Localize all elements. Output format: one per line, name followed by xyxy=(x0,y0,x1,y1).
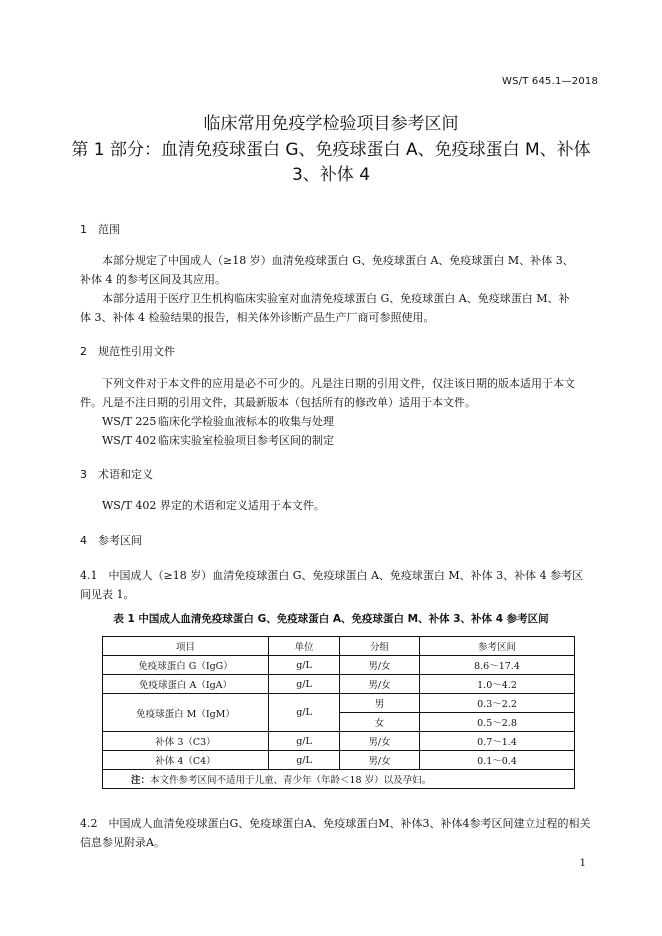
column-header: 项目 xyxy=(103,637,269,656)
clause-4-1-line-2: 间见表 1。 xyxy=(80,588,135,601)
column-header: 参考区间 xyxy=(420,637,575,656)
clause-4-2-line-2: 信息参见附录A。 xyxy=(80,836,165,849)
section-number: 3 xyxy=(80,468,87,481)
group-cell: 女 xyxy=(340,713,420,732)
section-title: 范围 xyxy=(98,223,120,236)
title-line-2: 第 1 部分：血清免疫球蛋白 G、免疫球蛋白 A、免疫球蛋白 M、补体 xyxy=(71,140,591,160)
note-text: 本文件参考区间不适用于儿童、青少年（年龄＜18 岁）以及孕妇。 xyxy=(150,775,432,786)
section-2-para-line-1: 下列文件对于本文件的应用是必不可少的。凡是注日期的引用文件，仅注该日期的版本适用于本文 xyxy=(102,377,575,390)
reference-code: WS/T 225 xyxy=(102,415,157,428)
unit-cell: g/L xyxy=(269,656,340,675)
item-cell: 免疫球蛋白 A（IgA） xyxy=(103,675,269,694)
section-3-para: WS/T 402 界定的术语和定义适用于本文件。 xyxy=(102,499,325,512)
table-row-igg xyxy=(103,656,575,675)
reference-title: 临床化学检验血液标本的收集与处理 xyxy=(158,415,334,428)
range-cell: 0.5～2.8 xyxy=(420,713,575,732)
unit-cell: g/L xyxy=(269,732,340,751)
column-header: 分组 xyxy=(340,637,420,656)
section-title: 参考区间 xyxy=(98,534,142,547)
title-line-3: 3、补体 4 xyxy=(291,165,371,185)
normative-reference xyxy=(102,431,334,450)
group-cell: 男/女 xyxy=(340,751,420,770)
item-cell: 免疫球蛋白 M（IgM） xyxy=(103,694,269,732)
unit-cell: g/L xyxy=(269,694,340,732)
range-cell: 0.3～2.2 xyxy=(420,694,575,713)
section-title: 术语和定义 xyxy=(98,468,153,481)
table-row-c4 xyxy=(103,751,575,770)
group-cell: 男/女 xyxy=(340,656,420,675)
unit-cell: g/L xyxy=(269,751,340,770)
table-row-iga xyxy=(103,675,575,694)
section-2-para-line-2: 件。凡是不注日期的引用文件，其最新版本（包括所有的修改单）适用于本文件。 xyxy=(80,396,476,409)
section-2-heading xyxy=(80,344,175,360)
table-header-row xyxy=(103,637,575,656)
table-note xyxy=(103,770,575,789)
section-1-heading xyxy=(80,222,120,238)
section-1-para-2-line-1: 本部分适用于医疗卫生机构临床实验室对血清免疫球蛋白 G、免疫球蛋白 A、免疫球蛋白 M、补 xyxy=(102,292,570,305)
group-cell: 男 xyxy=(340,694,420,713)
table-row-igm-male xyxy=(103,694,575,713)
section-3-heading xyxy=(80,467,153,483)
range-cell: 0.7～1.4 xyxy=(420,732,575,751)
note-label: 注： xyxy=(131,775,151,786)
group-cell: 男/女 xyxy=(340,732,420,751)
column-header: 单位 xyxy=(269,637,340,656)
section-1-para-1-line-1: 本部分规定了中国成人（≥18 岁）血清免疫球蛋白 G、免疫球蛋白 A、免疫球蛋白 M、补体 3、 xyxy=(102,254,574,267)
range-cell: 8.6～17.4 xyxy=(420,656,575,675)
normative-reference xyxy=(102,412,334,431)
page-number: 1 xyxy=(579,858,586,869)
reference-title: 临床实验室检验项目参考区间的制定 xyxy=(158,434,334,447)
section-number: 2 xyxy=(80,345,87,358)
item-cell: 补体 3（C3） xyxy=(103,732,269,751)
clause-4-1-line-1: 4.1 中国成人（≥18 岁）血清免疫球蛋白 G、免疫球蛋白 A、免疫球蛋白 M、补体 3、补体 4 参考区 xyxy=(80,569,584,582)
section-number: 1 xyxy=(80,223,87,236)
section-4-heading xyxy=(80,533,142,549)
table-row-c3 xyxy=(103,732,575,751)
section-title: 规范性引用文件 xyxy=(98,345,175,358)
section-1-para-2-line-2: 体 3、补体 4 检验结果的报告，相关体外诊断产品生产厂商可参照使用。 xyxy=(80,311,435,324)
reference-interval-table xyxy=(102,636,575,789)
section-number: 4 xyxy=(80,534,87,547)
group-cell: 男/女 xyxy=(340,675,420,694)
unit-cell: g/L xyxy=(269,675,340,694)
range-cell: 1.0～4.2 xyxy=(420,675,575,694)
section-1-para-1-line-2: 补体 4 的参考区间及其应用。 xyxy=(80,273,226,286)
clause-4-2-line-1: 4.2 中国成人血清免疫球蛋白G、免疫球蛋白A、免疫球蛋白M、补体3、补体4参考区间建立过程的相关 xyxy=(80,817,591,830)
reference-code: WS/T 402 xyxy=(102,434,157,447)
document-code: WS/T 645.1—2018 xyxy=(502,76,598,87)
range-cell: 0.1～0.4 xyxy=(420,751,575,770)
table-note-row xyxy=(103,770,575,789)
title-line-1: 临床常用免疫学检验项目参考区间 xyxy=(203,114,459,134)
table-caption: 表 1 中国成人血清免疫球蛋白 G、免疫球蛋白 A、免疫球蛋白 M、补体 3、补体 4 参考区间 xyxy=(113,613,549,625)
item-cell: 免疫球蛋白 G（IgG） xyxy=(103,656,269,675)
item-cell: 补体 4（C4） xyxy=(103,751,269,770)
